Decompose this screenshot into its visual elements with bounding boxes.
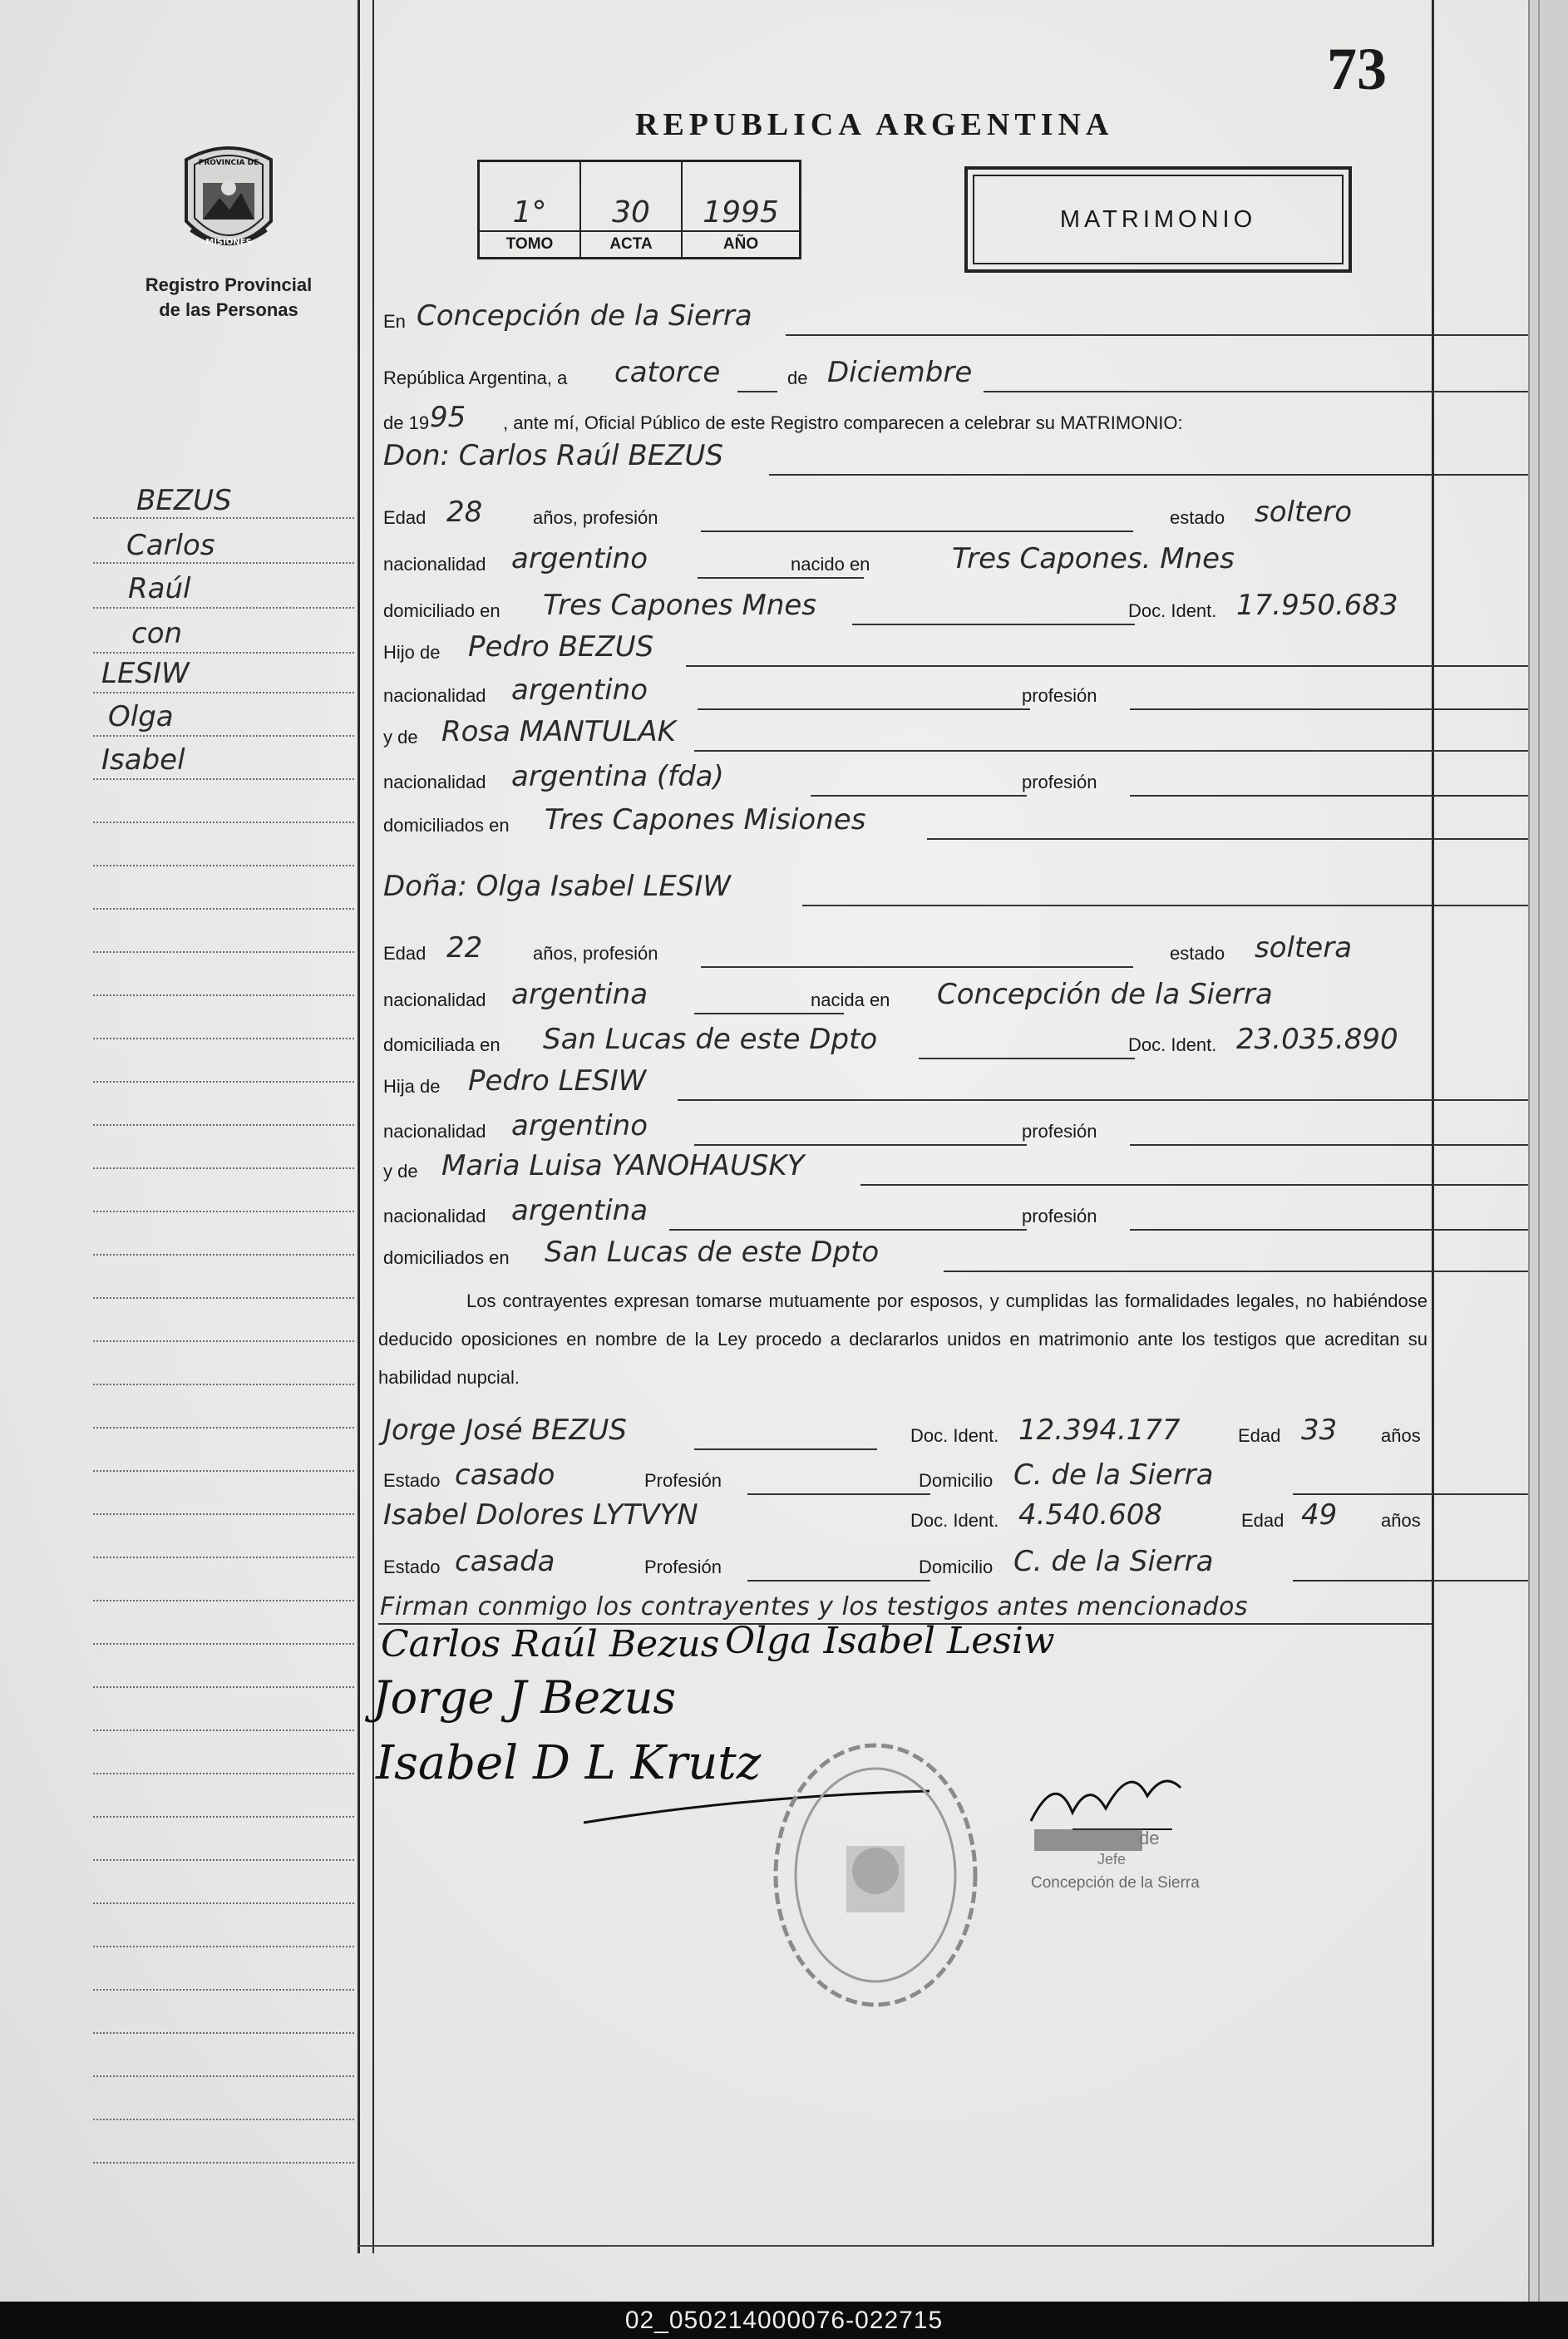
value-bride-nationality: argentina — [511, 978, 648, 1011]
act-type-label: MATRIMONIO — [973, 175, 1344, 264]
value-groom-age: 28 — [446, 496, 483, 529]
label-domicilio: Domicilio — [919, 1470, 994, 1491]
label-profesion: Profesión — [644, 1470, 722, 1491]
value-groom-mother: Rosa MANTULAK — [441, 715, 676, 748]
tomo-value: 1° — [512, 195, 547, 229]
margin-surname-groom: BEZUS — [136, 484, 232, 517]
label-ante-mi: , ante mí, Oficial Público de este Registro comparecen a celebrar su MATRIMONIO: — [503, 412, 1183, 433]
row-groom-name — [378, 431, 1427, 477]
acta-value: 30 — [612, 195, 650, 229]
margin-line — [93, 1989, 354, 1991]
value-groom-mother-nationality: argentina (fda) — [511, 760, 724, 793]
value-witness-1-doc: 12.394.177 — [1018, 1414, 1181, 1447]
margin-line — [93, 2032, 354, 2034]
value-groom-parents-domicile: Tres Capones Misiones — [545, 803, 866, 836]
tomo-label: TOMO — [480, 230, 579, 254]
label-profesion: profesión — [1022, 1121, 1097, 1142]
value-bride-father: Pedro LESIW — [468, 1064, 647, 1098]
official-seal — [1006, 1763, 1272, 1912]
label-anos: años — [1381, 1425, 1421, 1446]
value-witness-1-estado: casado — [455, 1458, 555, 1492]
label-nacionalidad: nacionalidad — [383, 554, 486, 575]
signature-witness-2: Isabel D L Krutz — [376, 1736, 762, 1790]
binding-edge — [1528, 0, 1568, 2302]
value-witness-2-name: Isabel Dolores LYTVYN — [383, 1498, 698, 1532]
value-bride-age: 22 — [446, 931, 483, 965]
label-anos: años — [1381, 1510, 1421, 1531]
row-groom-father — [378, 622, 1427, 669]
value-bride-mother: Maria Luisa YANOHAUSKY — [441, 1149, 805, 1182]
row-bride-nationality — [378, 970, 1427, 1016]
margin-given-name-2: Raúl — [128, 572, 191, 605]
margin-line — [93, 1254, 354, 1256]
value-bride-name: Doña: Olga Isabel LESIW — [383, 870, 732, 903]
row-groom-father-nationality — [378, 665, 1427, 712]
row-groom-domicile — [378, 580, 1427, 627]
bottom-rule — [357, 2245, 1434, 2247]
margin-line — [93, 1773, 354, 1774]
ano-cell — [683, 162, 799, 257]
value-place: Concepción de la Sierra — [417, 299, 752, 333]
official-stamp-line-2: Jefe — [1097, 1851, 1127, 1868]
value-year-suffix: 95 — [430, 401, 466, 434]
label-nacionalidad: nacionalidad — [383, 685, 486, 706]
label-nacida-en: nacida en — [811, 989, 890, 1010]
label-de: de — [787, 368, 808, 388]
acta-label: ACTA — [581, 230, 681, 254]
margin-line — [93, 735, 354, 737]
label-nacido-en: nacido en — [791, 554, 870, 575]
margin-line — [93, 1297, 354, 1299]
value-bride-mother-nationality: argentina — [511, 1194, 648, 1227]
value-bride-doc: 23.035.890 — [1236, 1023, 1398, 1056]
margin-line — [93, 517, 354, 519]
label-doc-ident: Doc. Ident. — [1128, 600, 1217, 621]
value-witness-1-name: Jorge José BEZUS — [383, 1414, 627, 1447]
underline — [698, 577, 864, 579]
value-month: Diciembre — [827, 356, 973, 389]
margin-line — [93, 1340, 354, 1342]
registry-label — [116, 273, 341, 323]
label-profesion: profesión — [1022, 772, 1097, 792]
margin-line — [93, 1859, 354, 1861]
label-estado: estado — [1170, 507, 1225, 528]
acta-cell — [581, 162, 683, 257]
label-de-19: de 19 — [383, 412, 430, 433]
margin-line — [93, 865, 354, 866]
row-place — [378, 291, 1427, 338]
value-witness-2-age: 49 — [1301, 1498, 1338, 1532]
row-bride-name — [378, 861, 1427, 908]
label-edad: Edad — [1238, 1425, 1281, 1446]
label-nacionalidad: nacionalidad — [383, 1206, 486, 1226]
margin-line — [93, 951, 354, 953]
row-bride-mother-nationality — [378, 1186, 1427, 1232]
margin-line — [93, 1902, 354, 1904]
label-republica: República Argentina, a — [383, 368, 568, 388]
margin-rule — [357, 0, 360, 2253]
margin-line — [93, 1038, 354, 1039]
margin-line — [93, 1384, 354, 1385]
label-edad: Edad — [383, 943, 427, 964]
row-bride-age — [378, 923, 1427, 970]
right-rule — [1432, 0, 1434, 2245]
margin-surname-bride: LESIW — [101, 657, 190, 690]
value-groom-domicile: Tres Capones Mnes — [543, 589, 817, 622]
value-bride-father-nationality: argentino — [511, 1109, 648, 1142]
svg-text:MISIONES: MISIONES — [205, 238, 252, 247]
margin-given-name-4: Isabel — [101, 743, 185, 777]
value-bride-birthplace: Concepción de la Sierra — [937, 978, 1273, 1011]
label-doc-ident: Doc. Ident. — [910, 1510, 999, 1531]
row-bride-domicile — [378, 1014, 1427, 1061]
underline — [701, 966, 1133, 968]
margin-line — [93, 692, 354, 693]
label-domiciliado-en: domiciliado en — [383, 600, 500, 621]
margin-line — [93, 1946, 354, 1947]
margin-line — [93, 1124, 354, 1126]
label-anos-profesion: años, profesión — [533, 507, 658, 528]
margin-line — [93, 562, 354, 564]
margin-line — [93, 1513, 354, 1515]
underline — [769, 474, 1568, 476]
row-groom-age — [378, 487, 1427, 534]
margin-line — [93, 1470, 354, 1472]
signature-bride: Olga Isabel Lesiw — [725, 1620, 1055, 1662]
underline — [701, 530, 1133, 532]
margin-line — [93, 908, 354, 910]
margin-line — [93, 1686, 354, 1688]
ano-value: 1995 — [703, 195, 779, 229]
underline — [802, 905, 1568, 906]
label-y-de: y de — [383, 1161, 418, 1182]
tomo-cell — [480, 162, 581, 257]
value-groom-estado: soltero — [1255, 496, 1352, 529]
official-stamp-line-3: Concepción de la Sierra — [1031, 1874, 1200, 1892]
label-profesion: profesión — [1022, 685, 1097, 706]
label-doc-ident: Doc. Ident. — [1128, 1034, 1217, 1055]
official-stamp-line-1: de — [1139, 1828, 1160, 1848]
value-witness-2-doc: 4.540.608 — [1018, 1498, 1163, 1532]
image-identifier: 02_050214000076-022715 — [624, 2306, 944, 2334]
margin-line — [93, 2162, 354, 2164]
value-bride-domicile: San Lucas de este Dpto — [543, 1023, 878, 1056]
value-bride-parents-domicile: San Lucas de este Dpto — [545, 1236, 880, 1269]
row-bride-parents-domicile — [378, 1227, 1427, 1274]
row-groom-mother — [378, 707, 1427, 753]
margin-line — [93, 1167, 354, 1169]
margin-line — [93, 1730, 354, 1731]
margin-line — [93, 1427, 354, 1429]
label-estado: Estado — [383, 1557, 441, 1577]
label-nacionalidad: nacionalidad — [383, 772, 486, 792]
value-witness-1-domicilio: C. de la Sierra — [1013, 1458, 1214, 1492]
act-type-box — [964, 166, 1352, 273]
margin-conjunction: con — [131, 617, 183, 650]
value-witness-1-age: 33 — [1301, 1414, 1338, 1447]
label-estado: Estado — [383, 1470, 441, 1491]
value-groom-doc: 17.950.683 — [1236, 589, 1398, 622]
province-seal-icon — [178, 140, 279, 263]
signature-groom: Carlos Raúl Bezus — [381, 1623, 720, 1665]
row-bride-father — [378, 1056, 1427, 1103]
underline — [944, 1271, 1568, 1272]
margin-line — [93, 994, 354, 996]
page-number: 73 — [1327, 36, 1387, 102]
margin-line — [93, 1211, 354, 1212]
label-hija-de: Hija de — [383, 1076, 441, 1097]
acta-reference-box — [477, 160, 801, 259]
official-signature-icon — [1023, 1763, 1189, 1838]
label-y-de: y de — [383, 727, 418, 748]
margin-line — [93, 1643, 354, 1645]
label-profesion: profesión — [1022, 1206, 1097, 1226]
margin-line — [93, 2119, 354, 2120]
value-bride-estado: soltera — [1255, 931, 1353, 965]
value-witness-2-estado: casada — [455, 1545, 555, 1578]
margin-given-name-3: Olga — [108, 700, 174, 733]
row-witness-1 — [378, 1405, 1427, 1452]
row-groom-mother-nationality — [378, 752, 1427, 798]
margin-line — [93, 1600, 354, 1601]
margin-line — [93, 607, 354, 609]
marriage-statement: Los contrayentes expresan tomarse mutuamente por esposos, y cumplidas las formalidades legales, no habiéndose deducido oposiciones en nombre de la Ley procedo a declararlos unidos en matrimonio ante los testigos que acreditan su habilidad nupcial. — [378, 1290, 1427, 1388]
row-witness-2-details — [378, 1537, 1427, 1583]
value-groom-father-nationality: argentino — [511, 674, 648, 707]
closing-statement: Firman conmigo los contrayentes y los testigos antes mencionados — [380, 1592, 1248, 1621]
label-en: En — [383, 311, 406, 332]
row-groom-parents-domicile — [378, 795, 1427, 841]
document-title: REPUBLICA ARGENTINA — [635, 107, 1114, 142]
label-profesion: Profesión — [644, 1557, 722, 1577]
signature-witness-1: Jorge J Bezus — [372, 1671, 677, 1724]
label-edad: Edad — [383, 507, 427, 528]
label-domiciliados-en: domiciliados en — [383, 815, 510, 836]
label-domiciliada-en: domiciliada en — [383, 1034, 500, 1055]
label-nacionalidad: nacionalidad — [383, 989, 486, 1010]
label-hijo-de: Hijo de — [383, 642, 441, 663]
value-groom-father: Pedro BEZUS — [468, 630, 654, 664]
margin-rule-inner — [372, 0, 374, 2253]
underline — [927, 838, 1568, 840]
round-stamp-icon — [768, 1738, 983, 2012]
label-domicilio: Domicilio — [919, 1557, 994, 1577]
value-day: catorce — [614, 356, 721, 389]
stamp-redaction — [1034, 1829, 1142, 1851]
row-witness-2 — [378, 1490, 1427, 1537]
margin-line — [93, 822, 354, 823]
svg-text:PROVINCIA DE: PROVINCIA DE — [198, 159, 259, 167]
value-groom-nationality: argentino — [511, 542, 648, 575]
margin-line — [93, 652, 354, 654]
value-groom-name: Don: Carlos Raúl BEZUS — [383, 439, 723, 472]
row-bride-mother — [378, 1141, 1427, 1187]
row-date — [378, 348, 1427, 394]
label-edad: Edad — [1241, 1510, 1284, 1531]
margin-line — [93, 1557, 354, 1558]
registry-line-1: Registro Provincial — [145, 274, 313, 295]
margin-line — [93, 2075, 354, 2077]
value-witness-2-domicilio: C. de la Sierra — [1013, 1545, 1214, 1578]
label-nacionalidad: nacionalidad — [383, 1121, 486, 1142]
ano-label: AÑO — [683, 230, 799, 254]
margin-given-name-1: Carlos — [126, 529, 215, 562]
label-doc-ident: Doc. Ident. — [910, 1425, 999, 1446]
label-estado: estado — [1170, 943, 1225, 964]
label-anos-profesion: años, profesión — [533, 943, 658, 964]
label-domiciliados-en: domiciliados en — [383, 1247, 510, 1268]
value-groom-birthplace: Tres Capones. Mnes — [952, 542, 1235, 575]
margin-line — [93, 778, 354, 780]
row-groom-nationality — [378, 534, 1427, 580]
underline — [786, 334, 1568, 336]
margin-line — [93, 1816, 354, 1818]
margin-line — [93, 1081, 354, 1083]
registry-line-2: de las Personas — [159, 299, 298, 320]
